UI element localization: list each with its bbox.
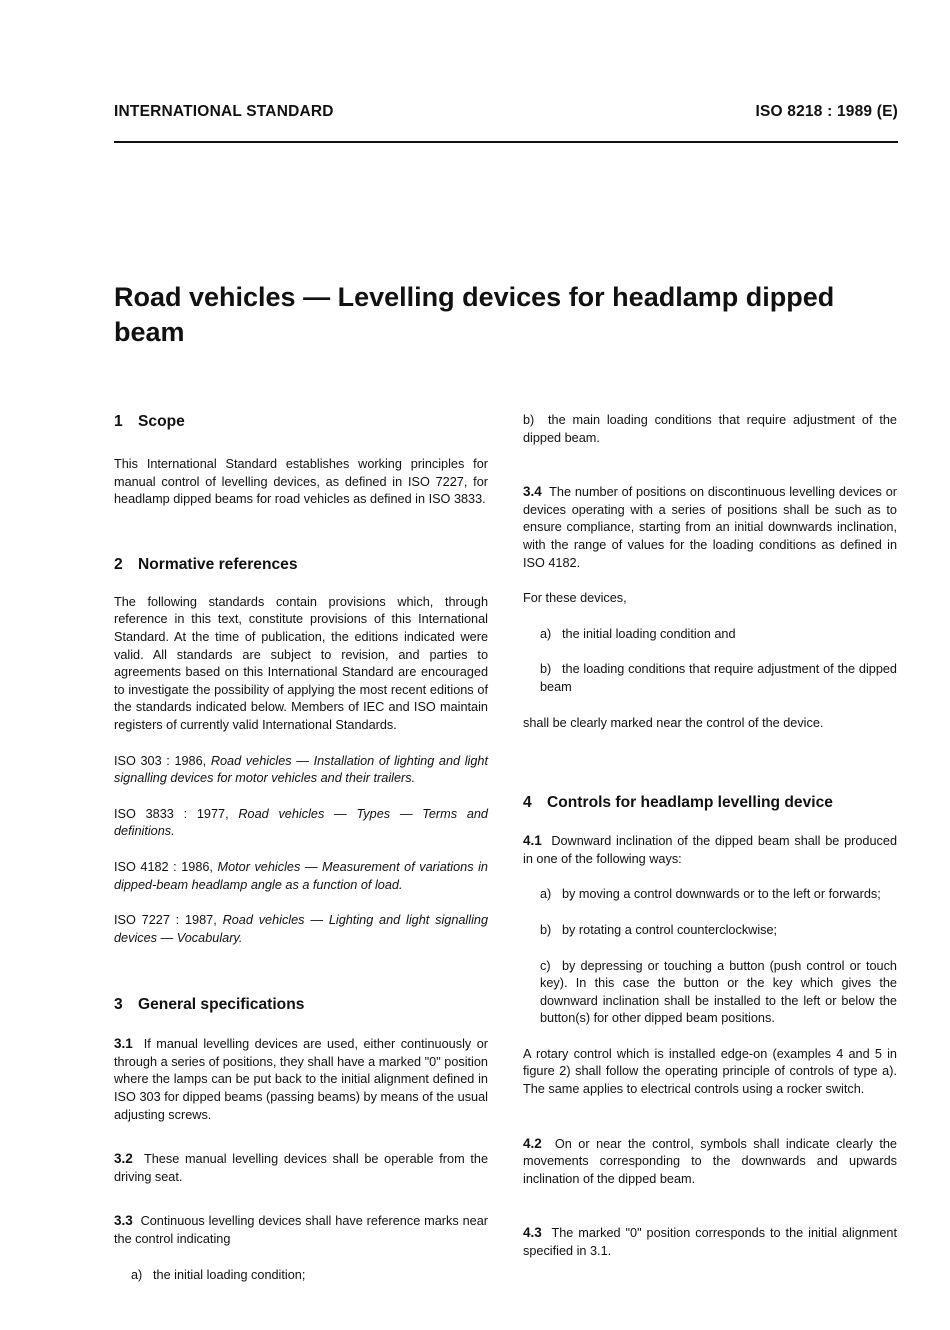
- clause-4-1-item-b: b) by rotating a control counterclockwise;: [540, 922, 778, 937]
- section-3-heading: 3 General specifications: [114, 996, 305, 1014]
- clause-4-1: 4.1 Downward inclination of the dipped beam shall be produced in one of the following ways:: [523, 833, 897, 866]
- section-2-heading: 2 Normative references: [114, 555, 298, 573]
- clause-4-3: 4.3 The marked "0" position corresponds to the initial alignment specified in 3.1.: [523, 1225, 898, 1259]
- header-rule: [114, 141, 898, 143]
- clause-3-3: 3.3 Continuous levelling devices shall have reference marks near the control indicating: [114, 1213, 488, 1247]
- clause-3-3-item-a: a) the initial loading condition;: [131, 1267, 306, 1282]
- clause-3-3-item-b: b) the main loading conditions that require adjustment of the dipped beam.: [523, 413, 897, 445]
- reference-iso-7227: ISO 7227 : 1987, Road vehicles — Lighting and light signalling devices — Vocabulary.: [114, 913, 488, 945]
- header-standard-number: ISO 8218 : 1989 (E): [755, 103, 898, 120]
- section-4-heading: 4 Controls for headlamp levelling device: [523, 794, 833, 812]
- right-column: [523, 412, 897, 1279]
- scope-paragraph: This International Standard establishes working principles for manual control of levelling devices, as defined in ISO 7227, for headlamp dipped beams for road vehicles as defined in ISO 3833.: [114, 457, 488, 507]
- title-line-1: Road vehicles — Levelling devices for headlamp dipped: [114, 282, 835, 312]
- clause-4-2: 4.2 On or near the control, symbols shall indicate clearly the movements corresponding to the downwards and upwards inclination of the dipped beam.: [523, 1135, 897, 1186]
- normative-references-paragraph: The following standards contain provisions which, through reference in this text, constitute provisions of this International Standard. At the time of publication, the editions indicated were valid. All standards are subject to revision, and parties to agreements based on this International Standard are encouraged to investigate the possibility of applying the most recent editions of the standards indicated below. Members of IEC and ISO maintain registers of currently valid International Standards.: [114, 594, 488, 732]
- clause-4-1-item-c: c) by depressing or touching a button (push control or touch key). In this case the button or the key which gives the downward inclination shall be installed to the left or below the button(s) for other dipped beam positions.: [540, 958, 897, 1026]
- left-column: [114, 412, 488, 1302]
- clause-3-4-outro: shall be clearly marked near the control of the device.: [523, 715, 824, 730]
- header-document-type: INTERNATIONAL STANDARD: [114, 103, 334, 120]
- clause-4-1-note: A rotary control which is installed edge-on (examples 4 and 5 in figure 2) shall follow the operating principle of controls of type a). The same applies to electrical controls using a rocker switch.: [523, 1046, 897, 1097]
- reference-iso-303: ISO 303 : 1986, Road vehicles — Installation of lighting and light signalling devices for motor vehicles and their trailers.: [114, 753, 488, 786]
- title-line-2: beam: [114, 317, 185, 347]
- clause-3-1: 3.1 If manual levelling devices are used, either continuously or through a series of positions, they shall have a marked "0" position where the lamps can be put back to the initial alignment defined in ISO 303 for dipped beams (passing beams) by means of the usual adjusting screws.: [114, 1036, 488, 1122]
- clause-3-4-item-a: a) the initial loading condition and: [540, 626, 736, 641]
- clause-4-1-item-a: a) by moving a control downwards or to the left or forwards;: [540, 887, 881, 902]
- section-1-heading: 1 Scope: [114, 413, 185, 430]
- clause-3-4-intro: For these devices,: [523, 591, 627, 606]
- document-title: [114, 280, 904, 350]
- page-header: [114, 103, 898, 121]
- clause-3-4-item-b: b) the loading conditions that require adjustment of the dipped beam: [540, 662, 897, 694]
- clause-3-4: 3.4 The number of positions on discontinuous levelling devices or devices operating with a series of positions shall be such as to ensure compliance, starting from an initial downwards inclination, with the range of values for the loading conditions as defined in ISO 4182.: [523, 484, 897, 570]
- reference-iso-4182: ISO 4182 : 1986, Motor vehicles — Measurement of variations in dipped-beam headlamp angle as a function of load.: [114, 859, 488, 892]
- reference-iso-3833: ISO 3833 : 1977, Road vehicles — Types — Terms and definitions.: [114, 806, 488, 839]
- clause-3-2: 3.2 These manual levelling devices shall be operable from the driving seat.: [114, 1151, 488, 1184]
